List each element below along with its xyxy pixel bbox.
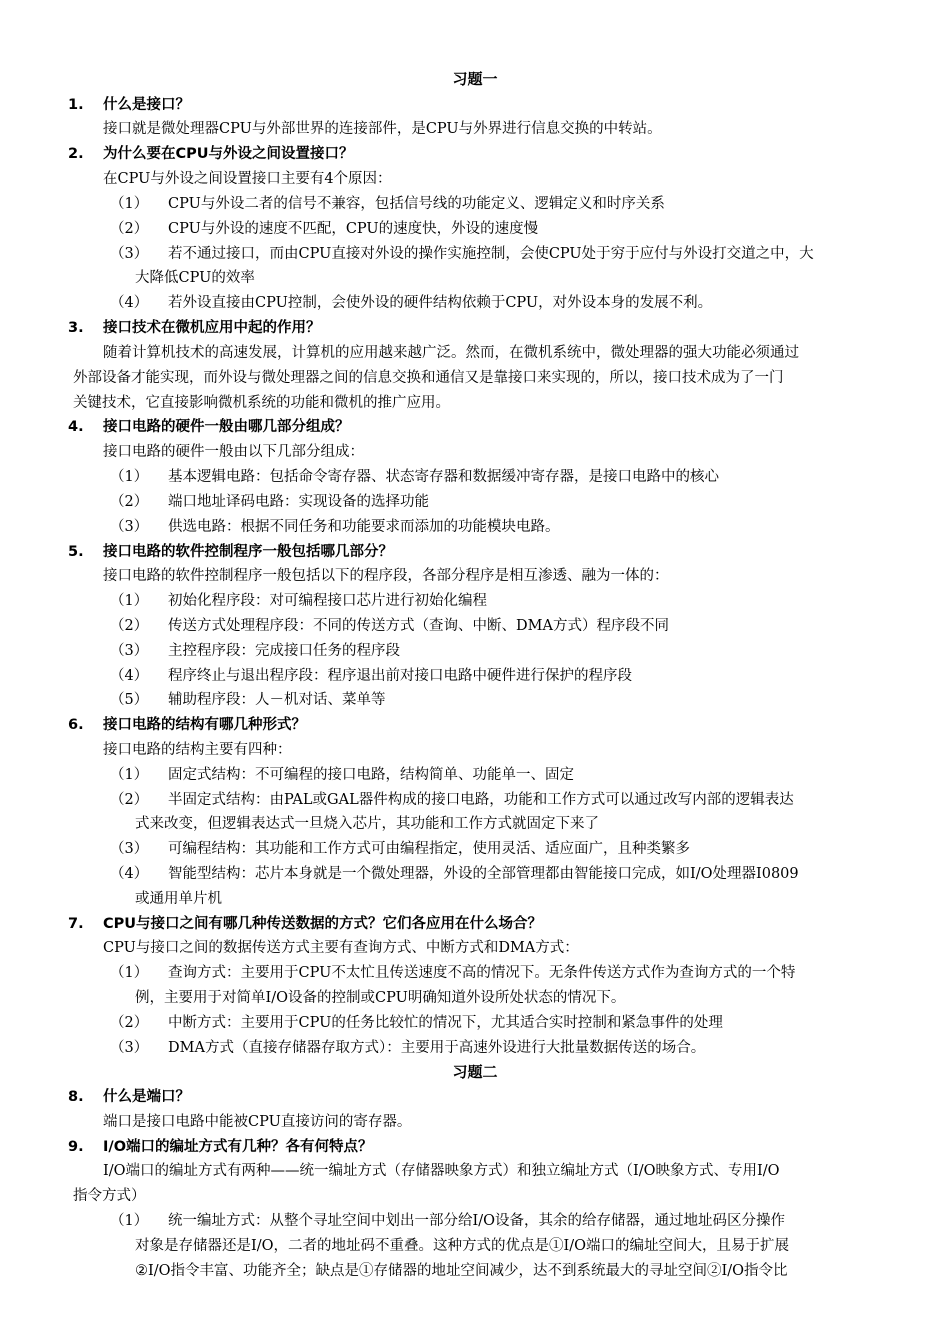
question-3-paragraph-line-2: 外部设备才能实现，而外设与微处理器之间的信息交换和通信又是靠接口来实现的，所以，接口技术成为了一门 [73, 370, 784, 386]
question-4-item-3-number: （3） [110, 519, 149, 535]
question-7-intro: CPU与接口之间的数据传送方式主要有查询方式、中断方式和DMA方式： [103, 940, 579, 956]
question-5-item-1-number: （1） [110, 593, 149, 609]
question-2-item-3-continuation: 大降低CPU的效率 [135, 270, 255, 286]
question-6-item-1-number: （1） [110, 767, 149, 783]
question-9-item-1-text: 统一编址方式：从整个寻址空间中划出一部分给I/O设备，其余的给存储器，通过地址码区分操作 [168, 1213, 785, 1229]
question-3-number: 3. [68, 320, 84, 336]
question-2-item-1-text: CPU与外设二者的信号不兼容，包括信号线的功能定义、逻辑定义和时序关系 [168, 196, 665, 212]
question-9-title: I/O端口的编址方式有几种？各有何特点？ [103, 1139, 373, 1155]
question-9-item-1-continuation-2: ②I/O指令丰富、功能齐全；缺点是①存储器的地址空间减少，达不到系统最大的寻址空间②I/O指令比 [135, 1263, 788, 1279]
question-7-title: CPU与接口之间有哪几种传送数据的方式？它们各应用在什么场合？ [103, 916, 543, 932]
question-7-item-1-number: （1） [110, 965, 149, 981]
question-7-item-1-text: 查询方式：主要用于CPU不太忙且传送速度不高的情况下。无条件传送方式作为查询方式的一个特 [168, 965, 796, 981]
question-2-item-2-text: CPU与外设的速度不匹配，CPU的速度快，外设的速度慢 [168, 221, 539, 237]
question-3-paragraph-line-3: 关键技术，它直接影响微机系统的功能和微机的推广应用。 [73, 395, 450, 411]
question-2-item-3-number: （3） [110, 246, 149, 262]
question-6-intro: 接口电路的结构主要有四种： [103, 742, 292, 758]
question-5-item-3-text: 主控程序段：完成接口任务的程序段 [168, 643, 400, 659]
question-7-item-1-continuation: 例，主要用于对简单I/O设备的控制或CPU明确知道外设所处状态的情况下。 [135, 990, 626, 1006]
question-6-item-4-number: （4） [110, 866, 149, 882]
question-3-paragraph-line-1: 随着计算机技术的高速发展，计算机的应用越来越广泛。然而，在微机系统中，微处理器的强大功能必须通过 [103, 345, 799, 361]
question-5-item-4-text: 程序终止与退出程序段：程序退出前对接口电路中硬件进行保护的程序段 [168, 668, 632, 684]
question-2-item-3-text: 若不通过接口，而由CPU直接对外设的操作实施控制，会使CPU处于穷于应付与外设打交道之中，大 [168, 246, 814, 262]
question-2-item-4-number: （4） [110, 295, 149, 311]
question-4-item-1-text: 基本逻辑电路：包括命令寄存器、状态寄存器和数据缓冲寄存器，是接口电路中的核心 [168, 469, 719, 485]
question-7-item-3-number: （3） [110, 1040, 149, 1056]
question-5-item-2-text: 传送方式处理程序段：不同的传送方式（查询、中断、DMA方式）程序段不同 [168, 618, 669, 634]
question-6-item-2-continuation: 式来改变，但逻辑表达式一旦烧入芯片，其功能和工作方式就固定下来了 [135, 816, 599, 832]
section-title-1: 习题一 [452, 70, 498, 88]
question-2-number: 2. [68, 146, 84, 162]
question-2-item-1-number: （1） [110, 196, 149, 212]
question-1-number: 1. [68, 97, 84, 113]
question-6-item-4-text: 智能型结构：芯片本身就是一个微处理器，外设的全部管理都由智能接口完成，如I/O处理器I0809 [168, 866, 799, 882]
question-9-intro-line-1: I/O端口的编址方式有两种——统一编址方式（存储器映象方式）和独立编址方式（I/O映象方式、专用I/O [103, 1163, 780, 1179]
question-7-item-2-number: （2） [110, 1015, 149, 1031]
question-4-title: 接口电路的硬件一般由哪几部分组成？ [103, 419, 350, 435]
question-6-item-3-text: 可编程结构：其功能和工作方式可由编程指定，使用灵活、适应面广，且种类繁多 [168, 841, 690, 857]
question-5-title: 接口电路的软件控制程序一般包括哪几部分？ [103, 544, 393, 560]
question-9-number: 9. [68, 1139, 84, 1155]
question-7-item-2-text: 中断方式：主要用于CPU的任务比较忙的情况下，尤其适合实时控制和紧急事件的处理 [168, 1015, 723, 1031]
question-2-title: 为什么要在CPU与外设之间设置接口？ [103, 146, 354, 162]
question-5-item-2-number: （2） [110, 618, 149, 634]
question-5-item-3-number: （3） [110, 643, 149, 659]
question-6-item-2-number: （2） [110, 792, 149, 808]
question-2-intro: 在CPU与外设之间设置接口主要有4个原因： [103, 171, 392, 187]
question-4-intro: 接口电路的硬件一般由以下几部分组成： [103, 444, 364, 460]
question-2-item-2-number: （2） [110, 221, 149, 237]
question-9-intro-line-2: 指令方式） [73, 1188, 146, 1204]
question-1-answer: 接口就是微处理器CPU与外部世界的连接部件，是CPU与外界进行信息交换的中转站。 [103, 121, 662, 137]
question-8-answer: 端口是接口电路中能被CPU直接访问的寄存器。 [103, 1114, 412, 1130]
question-2-item-4-text: 若外设直接由CPU控制，会使外设的硬件结构依赖于CPU，对外设本身的发展不利。 [168, 295, 713, 311]
question-4-item-3-text: 供选电路：根据不同任务和功能要求而添加的功能模块电路。 [168, 519, 560, 535]
question-5-item-5-text: 辅助程序段：人－机对话、菜单等 [168, 692, 386, 708]
question-5-item-1-text: 初始化程序段：对可编程接口芯片进行初始化编程 [168, 593, 487, 609]
question-6-item-1-text: 固定式结构：不可编程的接口电路，结构简单、功能单一、固定 [168, 767, 574, 783]
question-5-number: 5. [68, 544, 84, 560]
question-4-item-1-number: （1） [110, 469, 149, 485]
question-5-intro: 接口电路的软件控制程序一般包括以下的程序段，各部分程序是相互渗透、融为一体的： [103, 568, 669, 584]
question-8-number: 8. [68, 1089, 84, 1105]
question-6-number: 6. [68, 717, 84, 733]
question-6-item-3-number: （3） [110, 841, 149, 857]
question-6-title: 接口电路的结构有哪几种形式？ [103, 717, 306, 733]
question-1-title: 什么是接口？ [103, 97, 190, 113]
question-4-item-2-number: （2） [110, 494, 149, 510]
question-5-item-5-number: （5） [110, 692, 149, 708]
question-5-item-4-number: （4） [110, 668, 149, 684]
question-8-title: 什么是端口？ [103, 1089, 190, 1105]
question-9-item-1-continuation-1: 对象是存储器还是I/O，二者的地址码不重叠。这种方式的优点是①I/O端口的编址空间大，且易于扩展 [135, 1238, 789, 1254]
question-3-title: 接口技术在微机应用中起的作用？ [103, 320, 321, 336]
question-4-item-2-text: 端口地址译码电路：实现设备的选择功能 [168, 494, 429, 510]
question-6-item-2-text: 半固定式结构：由PAL或GAL器件构成的接口电路，功能和工作方式可以通过改写内部的逻辑表达 [168, 792, 794, 808]
question-7-number: 7. [68, 916, 84, 932]
question-7-item-3-text: DMA方式（直接存储器存取方式）：主要用于高速外设进行大批量数据传送的场合。 [168, 1040, 706, 1056]
question-9-item-1-number: （1） [110, 1213, 149, 1229]
question-4-number: 4. [68, 419, 84, 435]
section-title-2: 习题二 [452, 1063, 498, 1081]
question-6-item-4-continuation: 或通用单片机 [135, 891, 222, 907]
